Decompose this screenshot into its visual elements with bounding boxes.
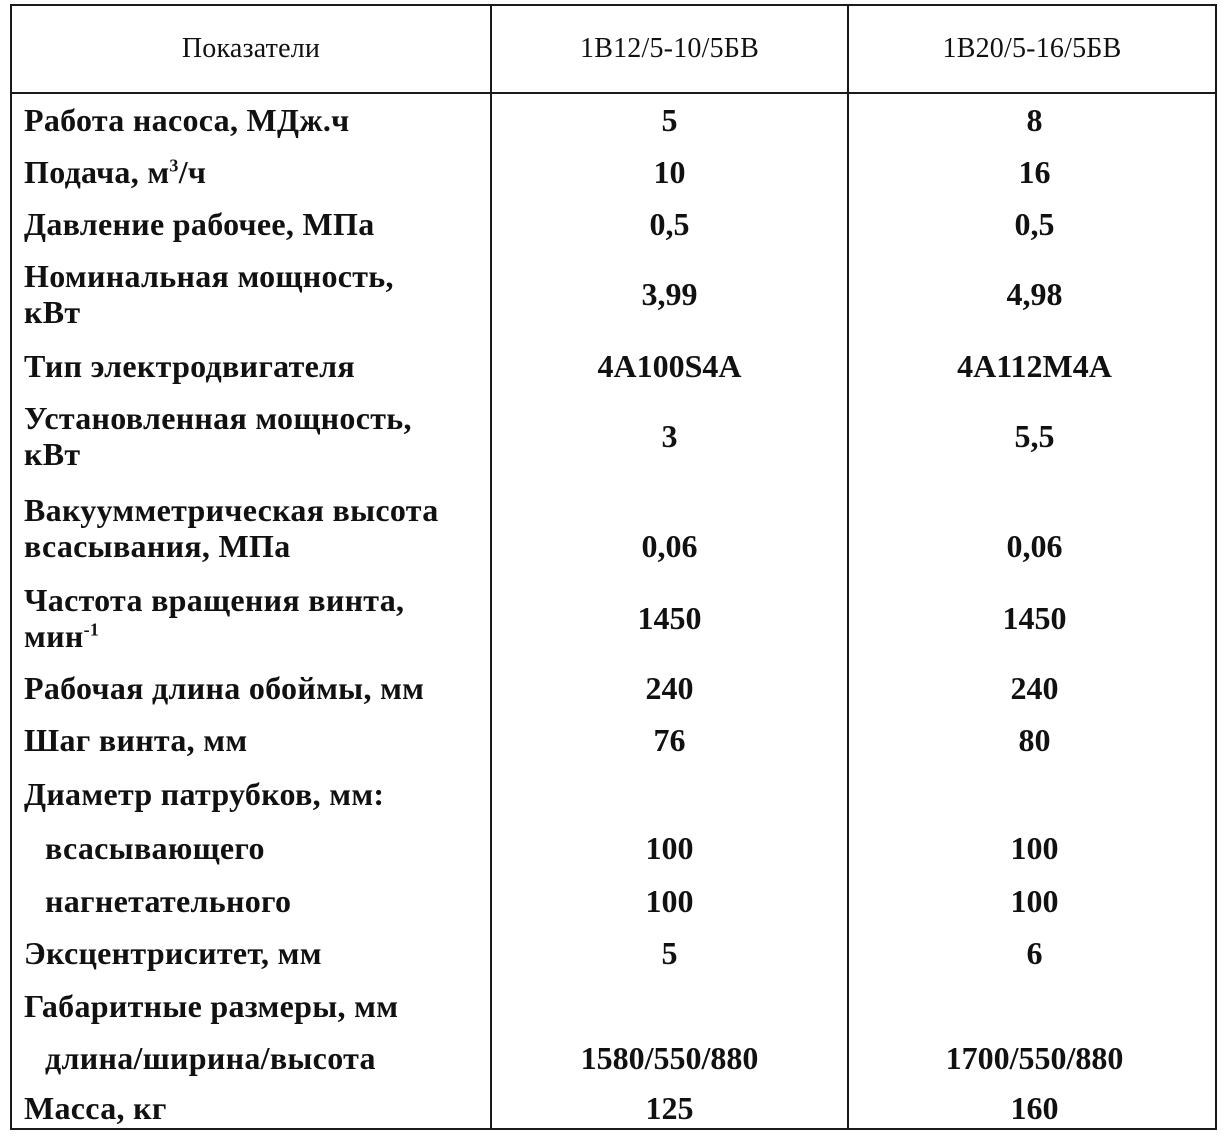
row-value-model-1: 5 bbox=[661, 102, 678, 138]
row-value-model-1: 100 bbox=[645, 830, 694, 866]
row-value-model-2: 16 bbox=[1018, 154, 1051, 190]
row-label-unit: /ч bbox=[178, 154, 207, 190]
header-model-2: 1В20/5-16/5БВ bbox=[942, 33, 1122, 64]
row-label-text: Подача, м bbox=[24, 154, 170, 190]
row-label-superscript: -1 bbox=[83, 619, 100, 640]
row-label bbox=[24, 258, 474, 330]
row-value-model-2: 8 bbox=[1026, 102, 1043, 138]
row-label: всасывающего bbox=[45, 830, 265, 866]
row-label bbox=[24, 582, 474, 654]
row-label bbox=[24, 400, 474, 472]
row-value-model-2: 80 bbox=[1018, 722, 1051, 758]
row-label-line-1: Вакуумметрическая высота bbox=[24, 492, 439, 528]
row-value-model-2: 160 bbox=[1010, 1090, 1059, 1126]
row-value-model-1: 3 bbox=[661, 418, 678, 454]
row-value-model-2: 0,5 bbox=[1014, 206, 1055, 242]
row-label-line-2: мин bbox=[24, 618, 84, 654]
row-label-line-2: всасывания, МПа bbox=[24, 528, 291, 564]
row-value-model-2: 6 bbox=[1026, 935, 1043, 971]
row-value-model-2: 5,5 bbox=[1014, 418, 1055, 454]
row-value-model-1: 3,99 bbox=[641, 276, 698, 312]
spec-table bbox=[10, 4, 1217, 1130]
row-label: Масса, кг bbox=[24, 1090, 167, 1126]
column-divider-2 bbox=[847, 6, 849, 1128]
row-label bbox=[24, 492, 474, 564]
row-value-model-2: 100 bbox=[1010, 883, 1059, 919]
row-label bbox=[24, 154, 474, 190]
row-label: длина/ширина/высота bbox=[45, 1040, 376, 1076]
row-label: Диаметр патрубков, мм: bbox=[24, 776, 385, 812]
row-value-model-1: 10 bbox=[653, 154, 686, 190]
row-value-model-2: 240 bbox=[1010, 670, 1059, 706]
row-label: Давление рабочее, МПа bbox=[24, 206, 375, 242]
row-value-model-1: 0,06 bbox=[641, 528, 698, 564]
row-value-model-1: 240 bbox=[645, 670, 694, 706]
row-value-model-1: 1580/550/880 bbox=[580, 1040, 759, 1076]
row-label: Габаритные размеры, мм bbox=[24, 988, 399, 1024]
row-value-model-2: 1700/550/880 bbox=[945, 1040, 1124, 1076]
row-label: нагнетательного bbox=[45, 883, 292, 919]
row-label: Шаг винта, мм bbox=[24, 722, 248, 758]
row-value-model-2: 4А112М4А bbox=[957, 348, 1112, 384]
row-value-model-2: 100 bbox=[1010, 830, 1059, 866]
row-label: Работа насоса, МДж.ч bbox=[24, 102, 350, 138]
row-label: Рабочая длина обоймы, мм bbox=[24, 670, 425, 706]
row-label-line-1: Установленная мощность, bbox=[24, 400, 412, 436]
table-header bbox=[12, 6, 1215, 94]
row-value-model-2: 0,06 bbox=[1006, 528, 1063, 564]
row-label: Эксцентриситет, мм bbox=[24, 935, 322, 971]
row-label: Тип электродвигателя bbox=[24, 348, 356, 384]
row-value-model-1: 4А100S4А bbox=[597, 348, 742, 384]
header-parameters: Показатели bbox=[181, 33, 321, 64]
row-value-model-1: 125 bbox=[645, 1090, 694, 1126]
row-label-line-1: Номинальная мощность, bbox=[24, 258, 394, 294]
row-value-model-2: 4,98 bbox=[1006, 276, 1063, 312]
row-value-model-1: 76 bbox=[653, 722, 686, 758]
row-value-model-1: 100 bbox=[645, 883, 694, 919]
row-label-line-1: Частота вращения винта, bbox=[24, 582, 405, 618]
row-label-superscript: 3 bbox=[169, 155, 179, 176]
row-label-line-2: кВт bbox=[24, 294, 81, 330]
row-value-model-1: 1450 bbox=[637, 600, 702, 636]
row-value-model-1: 0,5 bbox=[649, 206, 690, 242]
row-label-line-2: кВт bbox=[24, 436, 81, 472]
row-value-model-1: 5 bbox=[661, 935, 678, 971]
row-value-model-2: 1450 bbox=[1002, 600, 1067, 636]
header-model-1: 1В12/5-10/5БВ bbox=[580, 33, 759, 64]
